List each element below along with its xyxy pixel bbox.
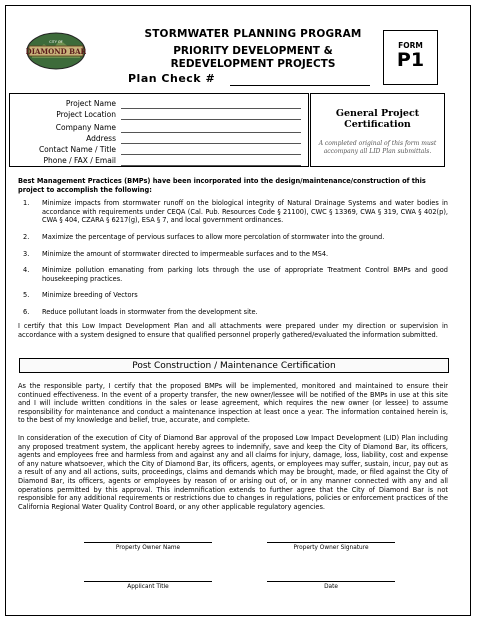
field-row: Address: [10, 134, 306, 145]
phone-fax-email-field[interactable]: [121, 165, 301, 166]
certification-title: General Project Certification: [335, 108, 420, 130]
svg-text:CITY OF: CITY OF: [49, 40, 63, 44]
company-name-field[interactable]: [121, 132, 301, 133]
bmp-section: [18, 177, 448, 325]
list-item: 1. Minimize impacts from stormwater runoff on the biological integrity of Natural Drainage Systems and water bodies in accordance with requirements under CEQA (Cal. Pub. Resources Code § 21100), CWC § 13369, CWA § 319, CWA § 402(p), CWA § 404, CZARA § 6217(g), ESA § 7, and local government ordinances.: [23, 199, 448, 225]
field-row: Project Location: [10, 110, 306, 121]
applicant-title-line[interactable]: Applicant Title: [84, 581, 212, 590]
city-seal-logo: [26, 32, 86, 70]
list-item: 5. Minimize breeding of Vectors: [23, 291, 138, 300]
plan-check-label: Plan Check #: [128, 72, 216, 85]
date-line[interactable]: Date: [267, 581, 395, 590]
field-row: Company Name: [10, 123, 306, 134]
project-info-box: [9, 93, 309, 167]
bmp-list: [18, 199, 448, 316]
field-row: Phone / FAX / Email: [10, 156, 306, 167]
address-field[interactable]: [121, 143, 301, 144]
certification-note: A completed original of this form must accompany all LID Plan submittals.: [318, 140, 437, 155]
project-name-field[interactable]: [121, 108, 301, 109]
project-location-field[interactable]: [121, 119, 301, 120]
section-heading: Post Construction / Maintenance Certification: [19, 358, 449, 373]
plan-check-field[interactable]: [230, 85, 370, 86]
list-item: 4. Minimize pollution emanating from parking lots through the use of appropriate Treatment Control BMPs and good housekeeping practices.: [23, 266, 448, 283]
bmp-intro: Best Management Practices (BMPs) have been incorporated into the design/maintenance/construction of this project to accomplish the following:: [18, 177, 426, 194]
program-title: STORMWATER PLANNING PROGRAM: [144, 28, 362, 40]
field-row: Project Name: [10, 99, 306, 110]
indemnification-paragraph: In consideration of the execution of City of Diamond Bar approval of the proposed Low Impact Development (LID) Plan including any proposed treatment system, the applicant hereby agrees to indemnify, save and keep the City of Diamond Bar, its officers, agents and employees free and harmless from and against any and all claims for injury, damage, loss, liability, cost and expense of any nature whatsoever, which the City of Diamond Bar, its officers, agents, or employees may suffer, sustain, incur, pay out as a result of any and all actions, suits, proceedings, claims and demands which may be brought, made, or filed against the City of Diamond Bar, its officers, agents or employees by reason of or arising out of, or in any manner connected with any and all operations permitted by this approval. This indemnification extends to further agree that the City of Diamond Bar is not responsible for any additional requirements or restrictions due to changes in regulations, policies or enforcement practices of the California Regional Water Quality Control Board, or any other applicable regulatory agencies.: [18, 434, 448, 511]
contact-name-field[interactable]: [121, 154, 301, 155]
list-item: 3. Minimize the amount of stormwater directed to impermeable surfaces and to the MS4.: [23, 249, 329, 258]
list-item: 6. Reduce pollutant loads in stormwater from the development site.: [23, 307, 258, 316]
responsibility-paragraph: As the responsible party, I certify that the proposed BMPs will be implemented, monitored and maintained to ensure their continued effectiveness. In the event of a property transfer, the new owner/lessee will be notified of the BMPs in use at this site and I will include written conditions in the sales or lease agreement, which requires the new owner (or lessee) to assume responsibility for maintenance and conduct a maintenance inspection at least once a year. The information contained herein is, to the best of my knowledge and belief, true, accurate, and complete.: [18, 382, 448, 425]
list-item: 2. Maximize the percentage of pervious surfaces to allow more percolation of stormwater into the ground.: [23, 232, 385, 241]
field-row: Contact Name / Title: [10, 145, 306, 156]
certification-title-box: [310, 93, 445, 167]
svg-text:DIAMOND BAR: DIAMOND BAR: [26, 47, 86, 56]
certify-statement: I certify that this Low Impact Development Plan and all attachments were prepared under my direction or supervision in accordance with a system designed to ensure that qualified personnel properly gathered/evaluated the information submitted.: [18, 322, 448, 339]
owner-signature-line[interactable]: Property Owner Signature: [267, 542, 395, 551]
project-type-title: PRIORITY DEVELOPMENT & REDEVELOPMENT PROJECTS: [170, 45, 336, 70]
form-id-box: FORM P1: [383, 30, 438, 85]
owner-name-signature-line[interactable]: Property Owner Name: [84, 542, 212, 551]
